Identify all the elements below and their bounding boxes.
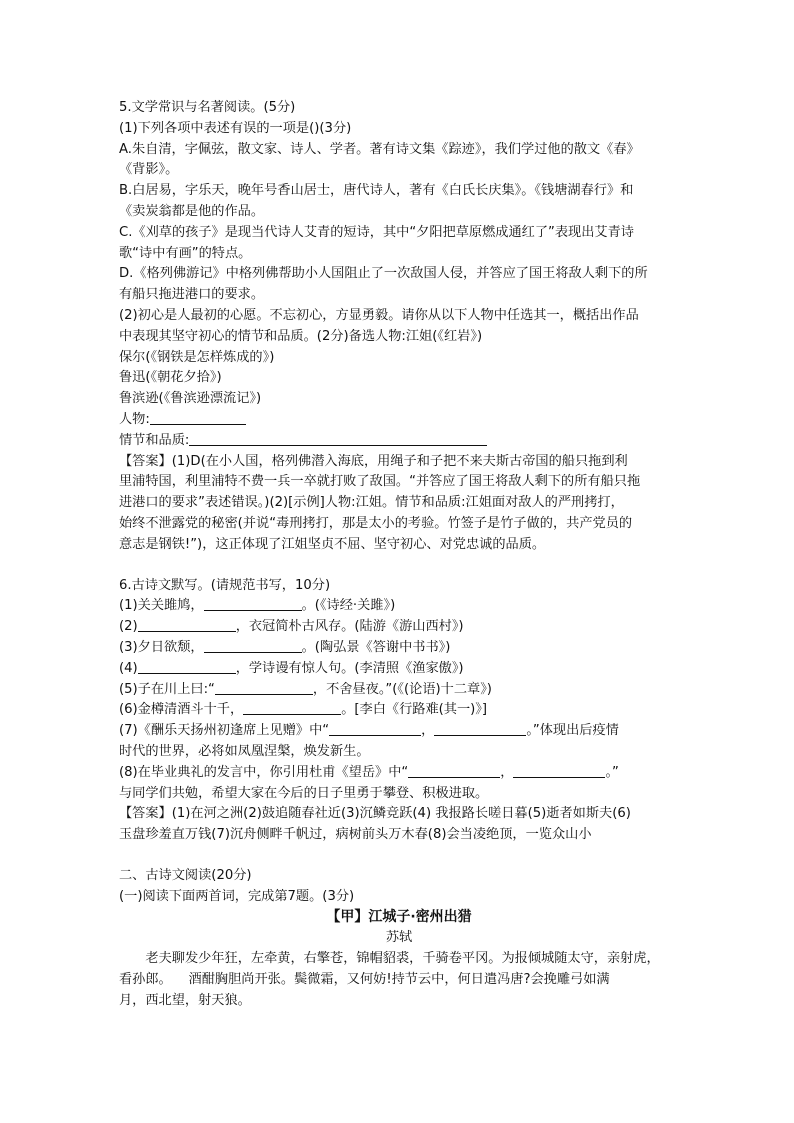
q6-item-6 [119,700,679,721]
q6-item-8-blank-1[interactable] [408,763,500,778]
person-answer-blank[interactable] [150,410,246,425]
q5-answer-line2: 里浦特国，利里浦特不费一兵一卒就打败了敌国。“并答应了国王将敌人剩下的所有船只拖 [119,474,641,490]
q5-option-c-line2: 歌“诗中有画”的特点。 [119,245,252,261]
q6-item-6-suffix: 。[李白《行路难(其一)》] [341,702,488,718]
spacer [119,556,679,576]
q5-quality-line [119,431,679,452]
q6-item-8 [119,763,679,784]
q5-candidate-3: 鲁滨逊(《鲁滨逊漂流记》) [119,391,262,407]
section2-title: 二、古诗文阅读(20分) [119,867,252,883]
q6-item-6-prefix: (6)金樽清酒斗十千， [119,702,244,718]
q6-item-3-blank[interactable] [204,638,302,653]
q6-item-5-prefix: (5)子在川上曰:“ [119,681,215,697]
q5-sub1: (1)下列各项中表述有误的一项是()(3分) [119,120,352,136]
person-label: 人物: [119,411,150,427]
q6-item-4 [119,659,679,680]
q5-option-b-line1: B.白居易，字乐天，晚年号香山居士，唐代诗人，著有《白氏长庆集》。《钱塘湖春行》和 [119,183,634,199]
q5-option-b-line2: 《卖炭翁都是他的作品。 [119,203,265,219]
q6-item-7-blank-2[interactable] [434,721,526,736]
poem-title: 【甲】江城子·密州出猎 [326,909,472,926]
q6-item-8-suffix: 。” [605,764,619,780]
q6-item-3-suffix: 。(陶弘景《答谢中书书》) [301,639,451,655]
q6-answer-line1: 【答案】(1)在河之洲(2)鼓追随春社近(3)沉鳞竞跃(4) 我报路长嗟日暮(5)逝者如斯夫(6) [119,806,631,822]
q6-item-5 [119,680,679,701]
q6-item-2-suffix: ，衣冠简朴古风存。(陆游《游山西村》) [235,619,464,635]
q5-option-d-line2: 有船只拖进港口的要求。 [119,287,265,303]
q6-item-1-blank[interactable] [204,596,302,611]
q5-person-line [119,410,679,431]
q6-item-2-blank[interactable] [138,617,236,632]
q6-item-7-line2: 时代的世界，必将如凤凰涅槃，焕发新生。 [119,743,370,759]
quality-label: 情节和品质: [119,432,190,448]
poem-line2: 看孙郎。 酒酣胸胆尚开张。鬓微霜，又何妨!持节云中，何日遣冯唐?会挽雕弓如满 [119,971,610,987]
quality-answer-blank[interactable] [189,431,487,446]
poem-line3: 月，西北望，射天狼。 [119,992,251,1008]
q6-item-8-line2: 与同学们共勉，希望大家在今后的日子里勇于攀登、积极进取。 [119,785,489,801]
q6-item-3-prefix: (3)夕日欲颓， [119,639,204,655]
q5-answer-line5: 意志是钢铁!”)，这正体现了江姐坚贞不屈、坚守初心、对党忠诚的品质。 [119,536,546,552]
q5-option-a-line1: A.朱自清，字佩弦，散文家、诗人、学者。著有诗文集《踪迹》，我们学过他的散文《春》 [119,141,640,157]
q5-option-c-line1: C.《刈草的孩子》是现当代诗人艾青的短诗，其中“夕阳把草原燃成通红了”表现出艾青诗 [119,224,634,240]
spacer [119,846,679,866]
q6-answer-line2: 玉盘珍羞直万钱(7)沉舟侧畔千帆过，病树前头万木春(8)会当凌绝顶，一览众山小 [119,827,592,843]
q5-answer-line1: 【答案】(1)D(在小人国，格列佛潜入海底，用绳子和子把不来夫斯古帝国的船只拖到利 [119,453,628,469]
q6-item-7 [119,721,679,742]
q6-item-2 [119,617,679,638]
q5-option-a-line2: 《背影》。 [119,162,179,178]
poem-author: 苏轼 [385,930,413,946]
q6-item-4-prefix: (4) [119,660,138,676]
section2-sub: (一)阅读下面两首词，完成第7题。(3分) [119,888,355,904]
q5-sub2-line1: (2)初心是人最初的心愿。不忘初心，方显勇毅。请你从以下人物中任选其一，概括出作品 [119,307,639,323]
q6-item-6-blank[interactable] [243,700,341,715]
q6-title: 6.古诗文默写。(请规范书写，10分) [119,577,331,593]
q6-item-8-comma: ， [500,764,514,780]
page-content [119,98,679,1011]
q6-item-7-comma: ， [421,723,435,739]
q6-item-7-prefix: (7)《酬乐天扬州初逢席上见赠》中“ [119,723,330,739]
q6-item-1 [119,596,679,617]
q5-candidate-2: 鲁迅(《朝花夕拾》) [119,370,222,386]
q6-item-1-suffix: 。(《诗经·关雎》) [301,598,396,614]
q6-item-8-blank-2[interactable] [513,763,605,778]
q6-item-3 [119,638,679,659]
q6-item-4-suffix: ，学诗谩有惊人句。(李清照《渔家傲》) [235,660,464,676]
poem-line1: 老夫聊发少年狂，左牵黄，右擎苍，锦帽貂裘，千骑卷平冈。为报倾城随太守，亲射虎， [145,951,660,967]
q5-title: 5.文学常识与名著阅读。(5分) [119,100,296,115]
q5-option-d-line1: D.《格列佛游记》中格列佛帮助小人国阻止了一次敌国人侵，并答应了国王将敌人剩下的所 [119,266,648,282]
q5-sub2-line2: 中表现其坚守初心的情节和品质。(2分)备选人物:江姐(《红岩》) [119,328,483,344]
q6-item-7-suffix: 。”体现出后疫情 [526,723,619,739]
q6-item-8-prefix: (8)在毕业典礼的发言中，你引用杜甫《望岳》中“ [119,764,409,780]
q6-item-5-blank[interactable] [215,680,313,695]
q5-answer-line3: 进港口的要求”表述错误。)(2)[示例]人物:江姐。情节和品质:江姐面对敌人的严刑拷打， [119,495,624,511]
q6-item-5-suffix: ，不舍昼夜。”(《(论语)十二章》) [312,681,492,697]
q6-item-7-blank-1[interactable] [329,721,421,736]
q6-item-1-prefix: (1)关关雎鸠， [119,598,204,614]
q5-candidate-1: 保尔(《钢铁是怎样炼成的》) [119,349,275,365]
q6-item-4-blank[interactable] [138,659,236,674]
q5-answer-line4: 始终不泄露党的秘密(并说“毒刑拷打，那是太小的考验。竹签子是竹子做的，共产党员的 [119,515,633,531]
q6-item-2-prefix: (2) [119,619,138,635]
